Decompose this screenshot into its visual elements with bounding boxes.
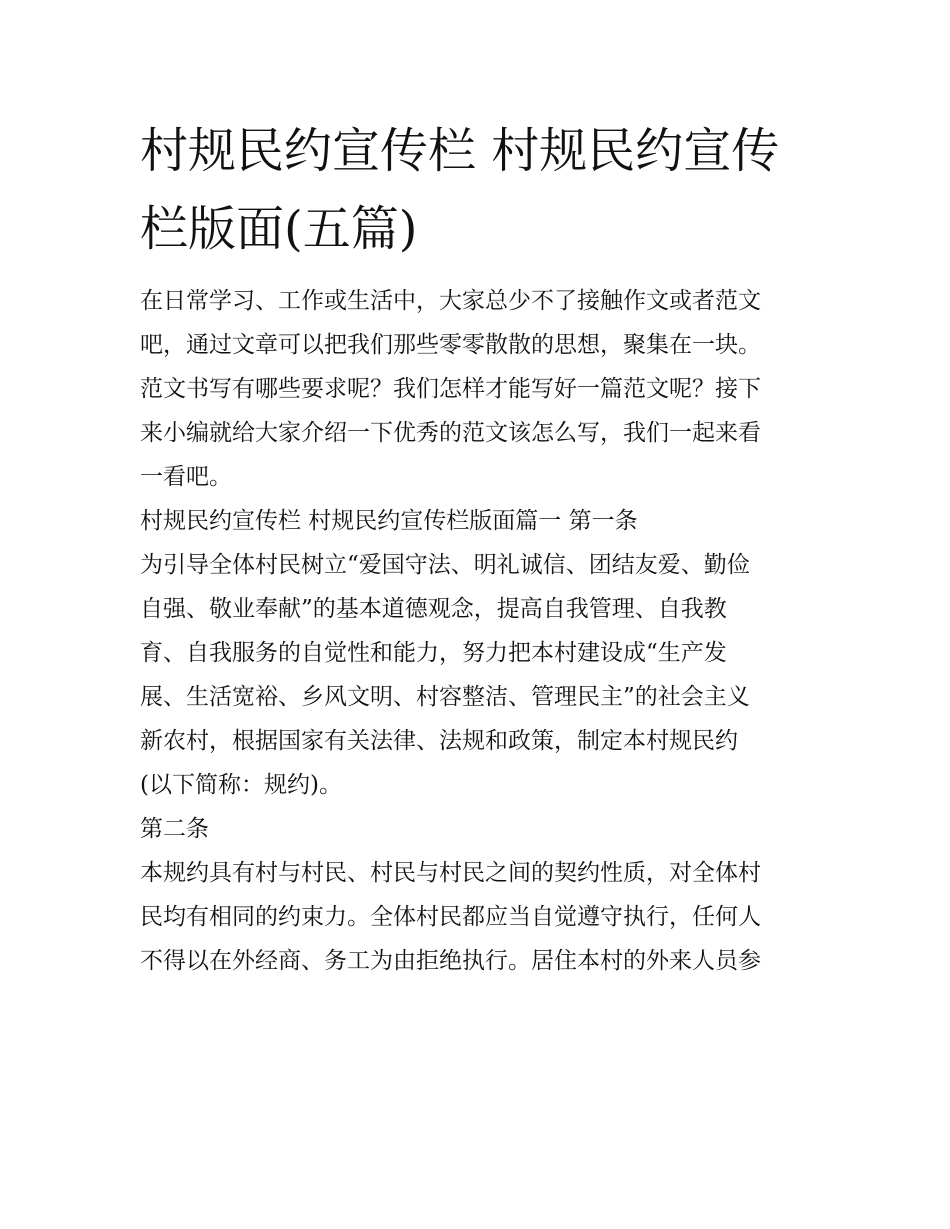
paragraph-line: 新农村，根据国家有关法律、法规和政策，制定本村规民约: [140, 728, 738, 754]
section-heading: 村规民约宣传栏 村规民约宣传栏版面篇一 第一条: [140, 508, 638, 534]
document-title: 村规民约宣传栏 村规民约宣传栏版面(五篇): [140, 123, 780, 257]
paragraph-line: 民均有相同的约束力。全体村民都应当自觉遵守执行，任何人: [140, 904, 761, 930]
paragraph-line: 在日常学习、工作或生活中，大家总少不了接触作文或者范文: [140, 288, 761, 314]
paragraph-line: 展、生活宽裕、乡风文明、村容整洁、管理民主”的社会主义: [140, 684, 750, 710]
paragraph-line: 本规约具有村与村民、村民与村民之间的契约性质，对全体村: [140, 860, 761, 886]
paragraph-line: (以下简称：规约)。: [140, 772, 342, 798]
paragraph-line: 育、自我服务的自觉性和能力，努力把本村建设成“生产发: [140, 640, 727, 666]
paragraph-line: 为引导全体村民树立“爱国守法、明礼诚信、团结友爱、勤俭: [140, 552, 750, 578]
paragraph-line: 来小编就给大家介绍一下优秀的范文该怎么写，我们一起来看: [140, 420, 761, 446]
paragraph-line: 一看吧。: [140, 464, 232, 490]
paragraph-line: 不得以在外经商、务工为由拒绝执行。居住本村的外来人员参: [140, 948, 761, 974]
article-heading: 第二条: [140, 816, 209, 842]
paragraph-line: 自强、敬业奉献”的基本道德观念，提高自我管理、自我教: [140, 596, 727, 622]
paragraph-line: 吧，通过文章可以把我们那些零零散散的思想，聚集在一块。: [140, 332, 761, 358]
document-body: [140, 279, 820, 983]
paragraph-line: 范文书写有哪些要求呢？我们怎样才能写好一篇范文呢？接下: [140, 376, 761, 402]
